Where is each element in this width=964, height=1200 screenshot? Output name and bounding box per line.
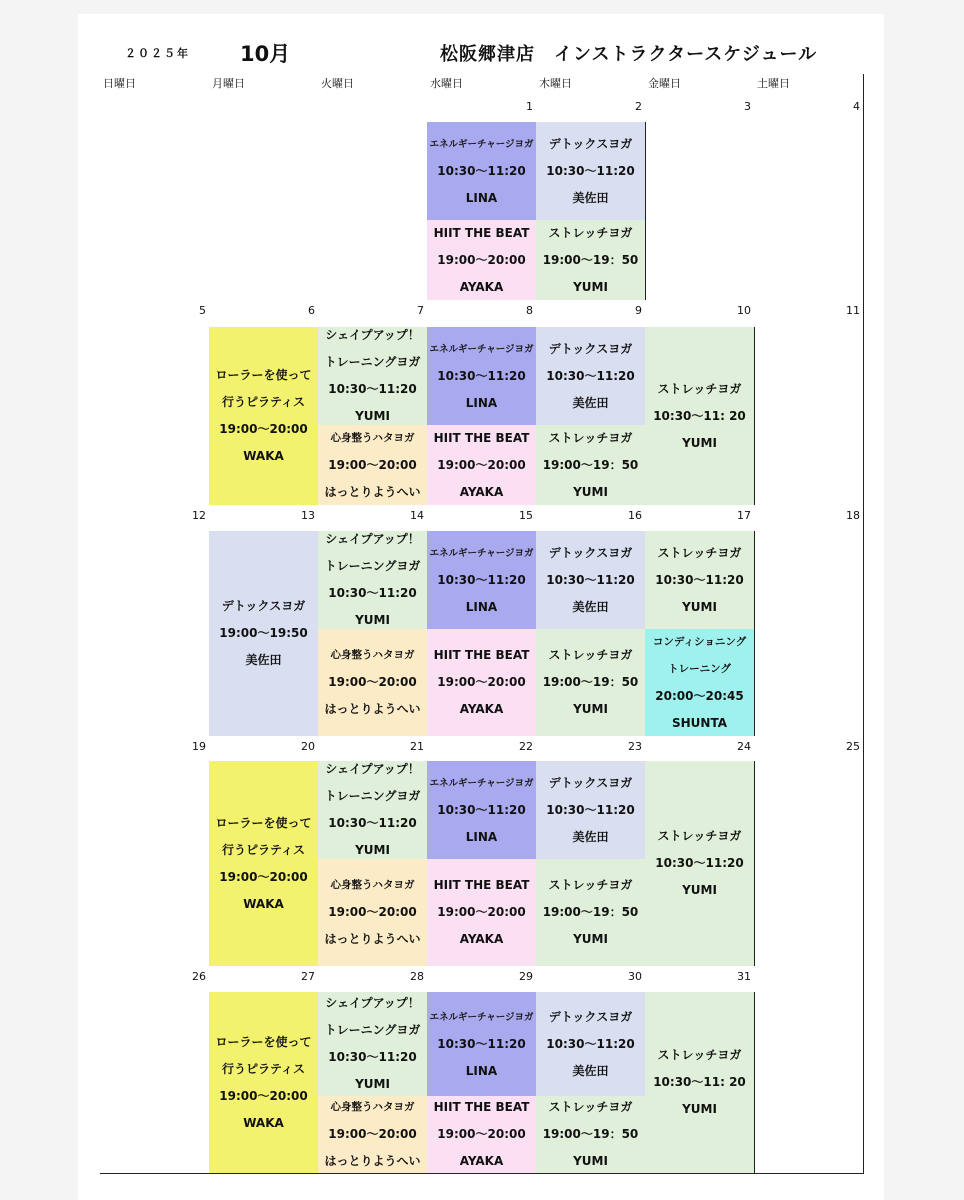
class-text: 10:30～11: 20 (653, 1075, 746, 1089)
class-text: デトックスヨガ (548, 136, 633, 151)
class-text: HIIT THE BEAT (433, 648, 530, 662)
class-slot[interactable] (645, 531, 755, 630)
instructor-name: 美佐田 (572, 599, 609, 614)
class-text: ローラーを使って (215, 815, 312, 830)
class-slot[interactable] (645, 327, 755, 506)
class-slot[interactable] (318, 629, 428, 737)
date-cell: 7 (318, 300, 428, 328)
class-text: HIIT THE BEAT (433, 1100, 530, 1114)
class-text: ストレッチヨガ (548, 1100, 633, 1114)
instructor-name: 美佐田 (572, 190, 609, 205)
empty-day-cell (100, 122, 210, 301)
class-text: ローラーを使って (215, 368, 312, 382)
date-cell (100, 96, 210, 123)
class-slot[interactable] (427, 1096, 537, 1174)
date-cell: 12 (100, 505, 210, 532)
class-text: ストレッチヨガ (657, 1048, 742, 1062)
class-text: トレーニングヨガ (324, 355, 421, 369)
instructor-name: YUMI (573, 279, 608, 294)
class-text: コンディショニング (652, 635, 747, 648)
class-slot[interactable] (645, 629, 755, 737)
empty-day-cell (100, 531, 210, 737)
class-text: 10:30～11:20 (328, 382, 417, 396)
class-text: 10:30～11:20 (328, 586, 417, 600)
instructor-name: YUMI (355, 843, 390, 857)
empty-day-cell (100, 992, 210, 1174)
empty-day-cell (754, 327, 864, 506)
date-cell: 18 (754, 505, 864, 532)
class-text: 19:00～19：50 (542, 457, 639, 472)
class-text: 19:00～20:00 (219, 869, 308, 884)
instructor-name: はっとりようへい (324, 932, 421, 946)
instructor-name: SHUNTA (671, 715, 727, 730)
instructor-name: YUMI (573, 1154, 608, 1168)
class-text: 19:00～20:00 (328, 905, 417, 919)
instructor-name: LINA (465, 1063, 498, 1078)
class-slot[interactable] (427, 220, 537, 301)
class-slot[interactable] (536, 531, 646, 630)
class-text: 10:30～11:20 (546, 368, 635, 383)
class-text: シェイプアップ！ (325, 532, 420, 546)
empty-day-cell (100, 327, 210, 506)
instructor-name: YUMI (573, 702, 608, 716)
instructor-name: YUMI (573, 484, 608, 499)
class-text: ストレッチヨガ (657, 829, 742, 843)
instructor-name: YUMI (355, 613, 390, 627)
class-text: 行うピラティス (221, 1061, 306, 1076)
class-slot[interactable] (536, 992, 646, 1097)
class-text: 行うピラティス (221, 395, 306, 409)
date-cell: 28 (318, 966, 428, 993)
instructor-name: AYAKA (459, 484, 504, 499)
class-slot[interactable] (427, 761, 537, 860)
class-slot[interactable] (318, 531, 428, 630)
date-cell: 15 (427, 505, 537, 532)
class-text: 19:00～19：50 (542, 675, 639, 689)
instructor-name: はっとりようへい (324, 1154, 421, 1168)
class-slot[interactable] (536, 859, 646, 967)
date-cell (318, 96, 428, 123)
date-cell: 11 (754, 300, 864, 328)
header-month: 10月 (240, 42, 291, 66)
date-cell: 21 (318, 736, 428, 762)
date-cell: 13 (209, 505, 319, 532)
date-cell: 30 (536, 966, 646, 993)
date-cell: 9 (536, 300, 646, 328)
class-text: トレーニングヨガ (324, 789, 421, 803)
class-text: シェイプアップ！ (325, 996, 420, 1010)
class-text: 10:30～11:20 (546, 572, 635, 587)
class-text: エネルギーチャージヨガ (429, 343, 534, 355)
class-text: シェイプアップ！ (325, 328, 420, 342)
class-text: トレーニング (668, 662, 731, 675)
instructor-name: LINA (465, 599, 498, 614)
class-slot[interactable] (536, 220, 646, 301)
class-text: ローラーを使って (215, 1034, 312, 1049)
class-text: ストレッチヨガ (657, 381, 742, 396)
date-cell (209, 96, 319, 123)
class-text: 19:00～20:00 (328, 457, 417, 472)
empty-day-cell (209, 122, 319, 301)
class-text: 19:00～20:00 (437, 457, 526, 472)
class-slot[interactable] (427, 531, 537, 630)
class-slot[interactable] (536, 1096, 646, 1174)
date-cell: 27 (209, 966, 319, 993)
class-text: 20:00～20:45 (655, 688, 744, 703)
class-text: 19:00～19：50 (542, 252, 639, 267)
header-year: ２０２５年 (125, 47, 190, 60)
class-text: 10:30～11:20 (328, 1050, 417, 1064)
date-cell: 16 (536, 505, 646, 532)
class-slot[interactable] (318, 1096, 428, 1174)
class-slot[interactable] (645, 761, 755, 967)
class-slot[interactable] (318, 859, 428, 967)
class-text: 10:30～11:20 (328, 816, 417, 830)
class-text: 心身整うハタヨガ (330, 879, 415, 891)
class-text: エネルギーチャージヨガ (429, 547, 534, 559)
class-text: 10:30～11:20 (437, 368, 526, 383)
class-text: 10:30～11:20 (546, 802, 635, 817)
instructor-name: AYAKA (459, 1154, 504, 1168)
weekday-header: 水曜日 (427, 74, 537, 97)
instructor-name: 美佐田 (245, 653, 282, 667)
class-slot[interactable] (209, 761, 319, 967)
date-cell: 6 (209, 300, 319, 328)
instructor-name: AYAKA (459, 702, 504, 716)
class-text: デトックスヨガ (548, 775, 633, 790)
date-cell: 1 (427, 96, 537, 123)
class-text: 19:00～20:00 (437, 675, 526, 689)
date-cell: 20 (209, 736, 319, 762)
class-text: 19:00～20:00 (437, 905, 526, 919)
class-slot[interactable] (318, 327, 428, 426)
date-cell: 17 (645, 505, 755, 532)
date-cell: 29 (427, 966, 537, 993)
empty-day-cell (754, 531, 864, 737)
empty-day-cell (754, 761, 864, 967)
instructor-name: WAKA (243, 1115, 284, 1130)
date-cell: 10 (645, 300, 755, 328)
date-cell: 19 (100, 736, 210, 762)
date-cell: 31 (645, 966, 755, 993)
class-text: ストレッチヨガ (548, 430, 633, 445)
instructor-name: YUMI (682, 883, 717, 897)
class-slot[interactable] (427, 992, 537, 1097)
class-slot[interactable] (209, 327, 319, 506)
class-slot[interactable] (427, 327, 537, 426)
instructor-name: YUMI (682, 1102, 717, 1116)
class-text: エネルギーチャージヨガ (429, 1011, 534, 1023)
date-cell (754, 966, 864, 993)
instructor-name: YUMI (573, 932, 608, 946)
class-slot[interactable] (536, 629, 646, 737)
class-text: 10:30～11:20 (437, 1036, 526, 1051)
weekday-header: 月曜日 (209, 74, 319, 97)
instructor-name: YUMI (682, 435, 717, 450)
class-text: 19:00～20:00 (219, 422, 308, 436)
class-text: 10:30～11: 20 (653, 408, 746, 423)
empty-day-cell (754, 122, 864, 301)
class-text: ストレッチヨガ (548, 225, 633, 240)
class-text: 19:00～20:00 (328, 675, 417, 689)
class-slot[interactable] (318, 761, 428, 860)
class-slot[interactable] (427, 425, 537, 506)
instructor-name: 美佐田 (572, 829, 609, 844)
empty-day-cell (100, 761, 210, 967)
class-text: 心身整うハタヨガ (330, 649, 415, 661)
empty-day-cell (754, 992, 864, 1174)
date-cell: 4 (754, 96, 864, 123)
class-text: 19:00～20:00 (219, 1088, 308, 1103)
instructor-name: 美佐田 (572, 395, 609, 410)
class-text: ストレッチヨガ (548, 878, 633, 892)
class-text: HIIT THE BEAT (433, 225, 530, 240)
class-text: ストレッチヨガ (548, 648, 633, 662)
class-text: 10:30～11:20 (437, 572, 526, 587)
class-text: 19:00～19：50 (542, 1127, 639, 1141)
weekday-header: 金曜日 (645, 74, 755, 97)
instructor-name: YUMI (682, 599, 717, 614)
class-text: シェイプアップ！ (325, 762, 420, 776)
weekday-header: 日曜日 (100, 74, 210, 97)
class-text: トレーニングヨガ (324, 1023, 421, 1037)
class-slot[interactable] (318, 992, 428, 1097)
instructor-name: AYAKA (459, 932, 504, 946)
empty-day-cell (645, 122, 755, 301)
instructor-name: 美佐田 (572, 1063, 609, 1078)
class-text: エネルギーチャージヨガ (429, 138, 534, 150)
class-text: 19:00～20:00 (437, 252, 526, 267)
date-cell: 26 (100, 966, 210, 993)
weekday-header: 木曜日 (536, 74, 646, 97)
instructor-name: YUMI (355, 409, 390, 423)
class-text: 19:00～19:50 (219, 626, 308, 640)
class-text: 心身整うハタヨガ (330, 1101, 415, 1113)
class-slot[interactable] (536, 327, 646, 426)
class-slot[interactable] (427, 859, 537, 967)
class-text: ストレッチヨガ (657, 545, 742, 560)
class-text: 10:30～11:20 (437, 163, 526, 178)
instructor-name: はっとりようへい (324, 702, 421, 716)
date-cell: 14 (318, 505, 428, 532)
class-slot[interactable] (318, 425, 428, 506)
weekday-header: 土曜日 (754, 74, 864, 97)
instructor-name: WAKA (243, 896, 284, 911)
class-slot[interactable] (645, 992, 755, 1174)
instructor-name: はっとりようへい (324, 484, 421, 499)
date-cell: 22 (427, 736, 537, 762)
class-text: 10:30～11:20 (546, 163, 635, 178)
class-text: 19:00～20:00 (437, 1127, 526, 1141)
empty-day-cell (318, 122, 428, 301)
class-slot[interactable] (536, 425, 646, 506)
class-text: 19:00～20:00 (328, 1127, 417, 1141)
class-text: 10:30～11:20 (655, 856, 744, 870)
class-text: 10:30～11:20 (546, 1036, 635, 1051)
instructor-name: AYAKA (459, 279, 504, 294)
instructor-name: LINA (465, 829, 498, 844)
class-slot[interactable] (209, 992, 319, 1174)
weekday-header: 火曜日 (318, 74, 428, 97)
date-cell: 25 (754, 736, 864, 762)
class-text: 心身整うハタヨガ (330, 431, 415, 444)
class-slot[interactable] (209, 531, 319, 737)
class-text: 10:30～11:20 (437, 802, 526, 817)
class-text: エネルギーチャージヨガ (429, 777, 534, 789)
class-slot[interactable] (427, 629, 537, 737)
date-cell: 3 (645, 96, 755, 123)
class-text: 10:30～11:20 (655, 572, 744, 587)
date-cell: 8 (427, 300, 537, 328)
date-cell: 5 (100, 300, 210, 328)
instructor-name: WAKA (243, 449, 284, 463)
class-text: デトックスヨガ (548, 341, 633, 356)
class-text: トレーニングヨガ (324, 559, 421, 573)
class-text: HIIT THE BEAT (433, 878, 530, 892)
date-cell: 24 (645, 736, 755, 762)
class-slot[interactable] (536, 761, 646, 860)
class-text: HIIT THE BEAT (433, 430, 530, 445)
date-cell: 23 (536, 736, 646, 762)
class-slot[interactable] (536, 122, 646, 221)
class-text: 19:00～19：50 (542, 905, 639, 919)
instructor-name: LINA (465, 190, 498, 205)
header-title: 松阪郷津店 インストラクタースケジュール (440, 44, 818, 65)
instructor-name: YUMI (355, 1077, 390, 1091)
date-cell: 2 (536, 96, 646, 123)
class-text: デトックスヨガ (221, 599, 306, 613)
instructor-name: LINA (465, 395, 498, 410)
class-text: デトックスヨガ (548, 545, 633, 560)
class-text: デトックスヨガ (548, 1009, 633, 1024)
class-text: 行うピラティス (221, 842, 306, 857)
class-slot[interactable] (427, 122, 537, 221)
